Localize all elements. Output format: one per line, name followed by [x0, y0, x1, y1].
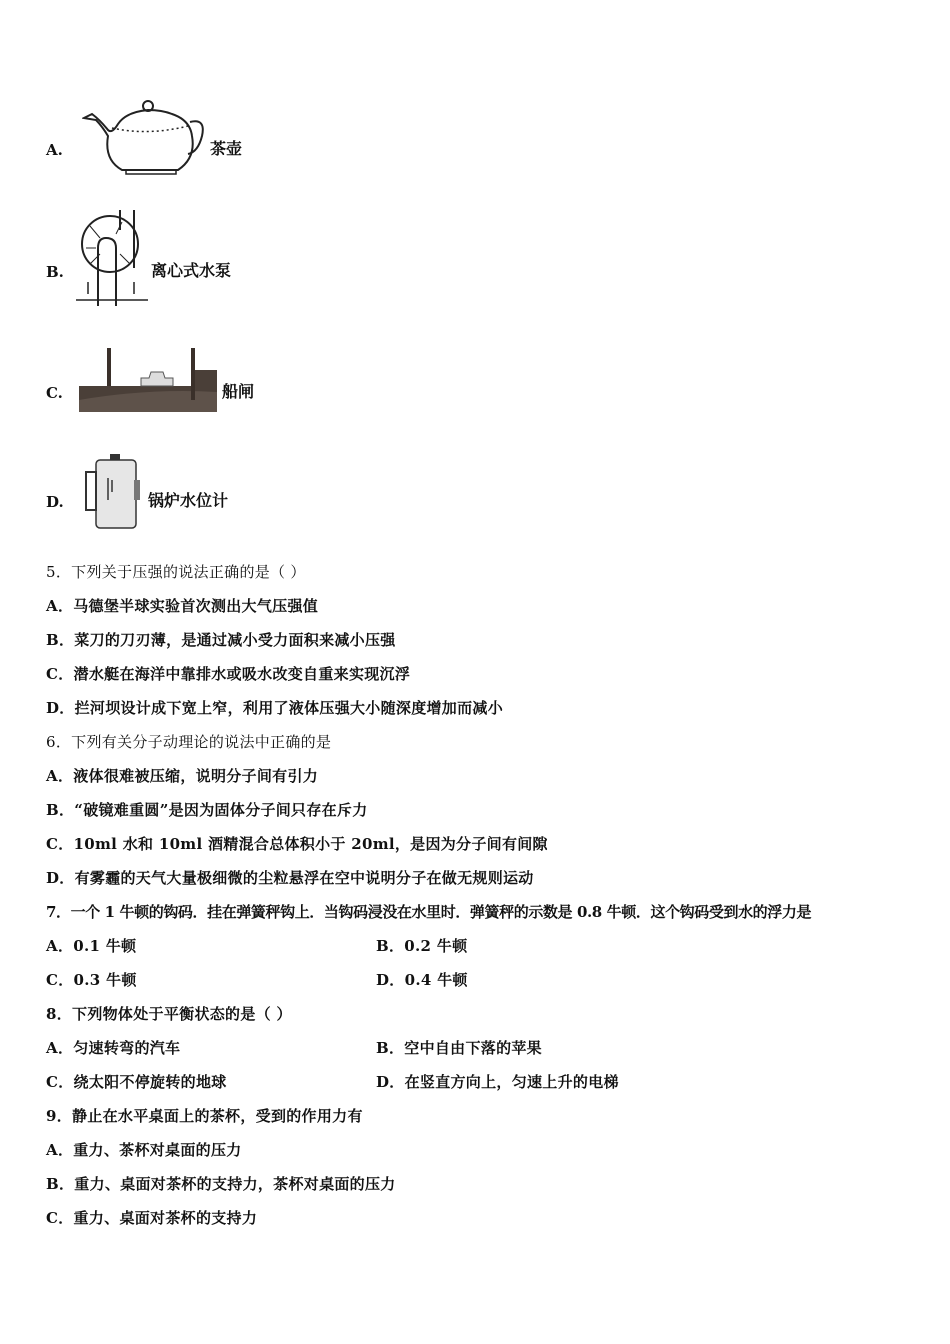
- option-d-letter: D.: [46, 493, 64, 511]
- question-8-stem: 8．下列物体处于平衡状态的是（ ）: [46, 1005, 292, 1023]
- centrifugal-pump-icon: [76, 208, 148, 308]
- option-d-caption: 锅炉水位计: [148, 491, 229, 510]
- teapot-icon: [82, 100, 204, 180]
- option-c-letter: C.: [46, 384, 63, 402]
- option-c-caption: 船闸: [222, 382, 255, 401]
- question-9-stem: 9．静止在水平桌面上的茶杯，受到的作用力有: [46, 1107, 363, 1125]
- question-7-option-b: B．0.2 牛顿: [376, 937, 468, 955]
- question-7-stem: 7．一个 1 牛顿的钩码．挂在弹簧秤钩上．当钩码浸没在水里时．弹簧秤的示数是 0.8 牛顿．这个钩码受到水的浮力是: [46, 903, 812, 921]
- question-8-option-b: B．空中自由下落的苹果: [376, 1039, 542, 1057]
- option-a-letter: A.: [46, 141, 63, 159]
- question-6-option-a: A．液体很难被压缩，说明分子间有引力: [46, 767, 319, 785]
- option-b-letter: B.: [46, 263, 64, 281]
- question-5-option-d: D．拦河坝设计成下宽上窄，利用了液体压强大小随深度增加而减小: [46, 699, 504, 717]
- question-6-option-b: B．“破镜难重圆”是因为固体分子间只存在斥力: [46, 801, 368, 819]
- question-9-option-c: C．重力、桌面对茶杯的支持力: [46, 1209, 258, 1227]
- question-7-option-c: C．0.3 牛顿: [46, 971, 137, 989]
- question-6-stem: 6．下列有关分子动理论的说法中正确的是: [46, 733, 332, 751]
- question-7-option-d: D．0.4 牛顿: [376, 971, 468, 989]
- question-5-option-a: A．马德堡半球实验首次测出大气压强值: [46, 597, 319, 615]
- question-5-option-c: C．潜水艇在海洋中靠排水或吸水改变自重来实现沉浮: [46, 665, 411, 683]
- option-b-caption: 离心式水泵: [151, 261, 232, 280]
- question-8-option-c: C．绕太阳不停旋转的地球: [46, 1073, 227, 1091]
- question-9-option-b: B．重力、桌面对茶杯的支持力，茶杯对桌面的压力: [46, 1175, 396, 1193]
- question-6-option-c: C．10ml 水和 10ml 酒精混合总体积小于 20ml，是因为分子间有间隙: [46, 835, 548, 853]
- ship-lock-icon: [79, 348, 217, 414]
- question-6-option-d: D．有雾霾的天气大量极细微的尘粒悬浮在空中说明分子在做无规则运动: [46, 869, 534, 887]
- question-8-option-d: D．在竖直方向上，匀速上升的电梯: [376, 1073, 619, 1091]
- option-a-caption: 茶壶: [210, 139, 243, 158]
- question-5-option-b: B．菜刀的刀刃薄，是通过减小受力面积来减小压强: [46, 631, 396, 649]
- question-8-option-a: A．匀速转弯的汽车: [46, 1039, 181, 1057]
- boiler-gauge-icon: [84, 452, 144, 532]
- question-9-option-a: A．重力、茶杯对桌面的压力: [46, 1141, 242, 1159]
- question-7-option-a: A．0.1 牛顿: [46, 937, 137, 955]
- question-5-stem: 5．下列关于压强的说法正确的是（ ）: [46, 563, 306, 581]
